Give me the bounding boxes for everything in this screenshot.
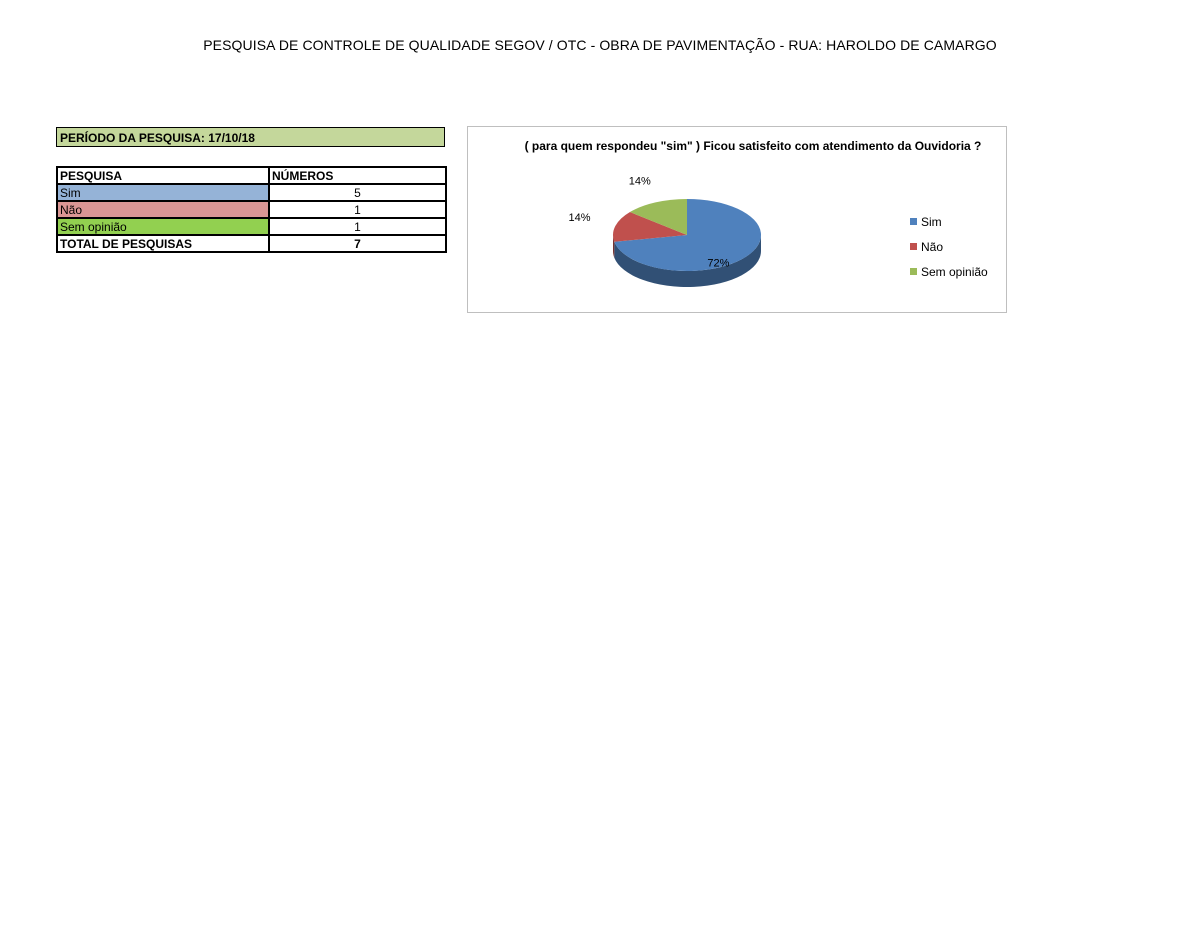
legend-swatch [910,268,917,275]
table-row [57,184,446,201]
header-numeros: NÚMEROS [269,167,446,184]
row-label-sim: Sim [57,184,269,201]
row-value-sem-opiniao: 1 [269,218,446,235]
table-header-row [57,167,446,184]
table-row [57,218,446,235]
table-row [57,201,446,218]
row-value-nao: 1 [269,201,446,218]
legend-label: Sem opinião [921,264,988,279]
row-value-sim: 5 [269,184,446,201]
legend-item-sim [910,209,988,234]
legend-label: Sim [921,214,942,229]
row-label-sem-opiniao: Sem opinião [57,218,269,235]
chart-legend [910,209,988,284]
data-label-não: 14% [568,212,591,225]
legend-swatch [910,243,917,250]
data-label-sim: 72% [707,257,730,270]
page-title: PESQUISA DE CONTROLE DE QUALIDADE SEGOV / OTC - OBRA DE PAVIMENTAÇÃO - RUA: HAROLDO DE CAMARGO [203,37,997,53]
total-label: TOTAL DE PESQUISAS [57,235,269,252]
table-total-row [57,235,446,252]
legend-item-sem-opinião [910,259,988,284]
survey-period: PERÍODO DA PESQUISA: 17/10/18 [56,127,445,147]
header-pesquisa: PESQUISA [57,167,269,184]
legend-item-não [910,234,988,259]
chart-title: ( para quem respondeu "sim" ) Ficou satisfeito com atendimento da Ouvidoria ? [524,139,982,153]
row-label-nao: Não [57,201,269,218]
total-value: 7 [269,235,446,252]
legend-swatch [910,218,917,225]
data-label-sem-opinião: 14% [628,175,651,188]
pie-chart [467,126,1007,313]
legend-label: Não [921,239,944,254]
survey-table [56,166,447,253]
